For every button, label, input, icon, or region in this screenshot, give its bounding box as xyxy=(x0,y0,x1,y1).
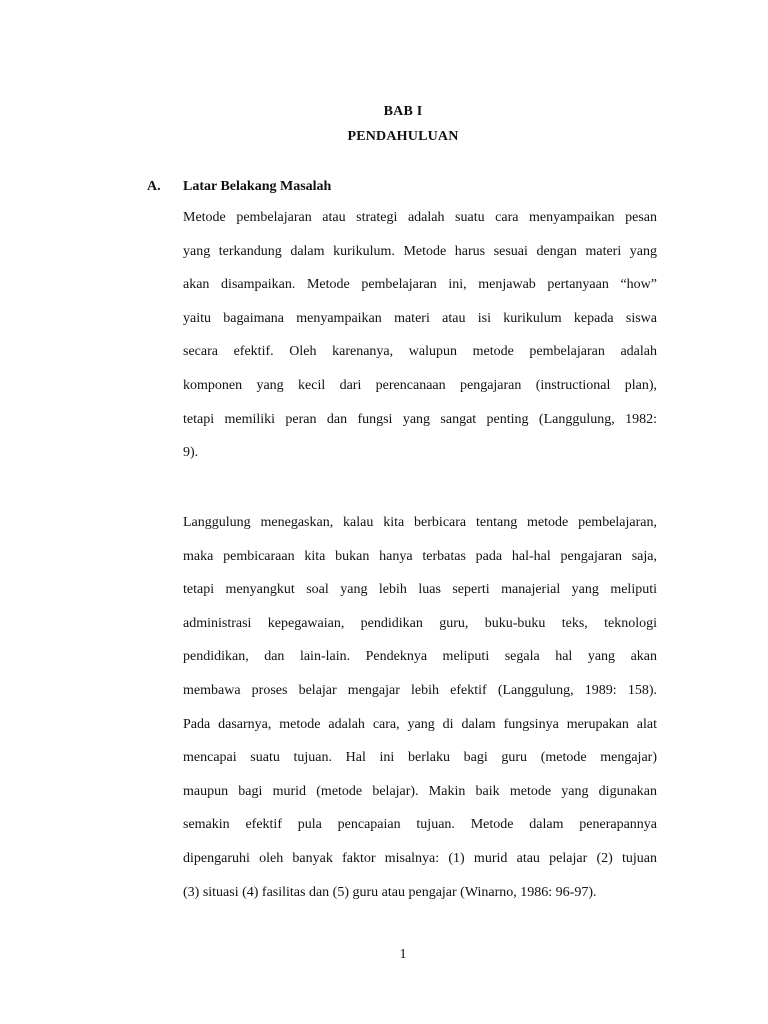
text-line: mencapai suatu tujuan. Hal ini berlaku bagi guru (metode mengajar) xyxy=(183,750,657,766)
text-line: Pada dasarnya, metode adalah cara, yang di dalam fungsinya merupakan alat xyxy=(183,716,657,732)
section-heading xyxy=(147,179,331,195)
text-line: akan disampaikan. Metode pembelajaran ini, menjawab pertanyaan “how” xyxy=(183,277,657,293)
text-line: pendidikan, dan lain-lain. Pendeknya meliputi segala hal yang akan xyxy=(183,649,657,665)
text-line: Metode pembelajaran atau strategi adalah suatu cara menyampaikan pesan xyxy=(183,210,657,225)
text-line: tetapi memiliki peran dan fungsi yang sangat penting (Langgulung, 1982: xyxy=(183,411,657,427)
text-line: semakin efektif pula pencapaian tujuan. Metode dalam penerapannya xyxy=(183,817,657,833)
section-letter: A. xyxy=(147,179,161,194)
text-line: maupun bagi murid (metode belajar). Makin baik metode yang digunakan xyxy=(183,783,657,799)
chapter-title: PENDAHULUAN xyxy=(347,129,459,144)
text-line: membawa proses belajar mengajar lebih efektif (Langgulung, 1989: 158). xyxy=(183,682,657,698)
paragraph-2 xyxy=(183,512,657,915)
text-line: yang terkandung dalam kurikulum. Metode harus sesuai dengan materi yang xyxy=(183,243,657,259)
text-line: maka pembicaraan kita bukan hanya terbatas pada hal-hal pengajaran saja, xyxy=(183,548,657,564)
text-line: tetapi menyangkut soal yang lebih luas seperti manajerial yang meliputi xyxy=(183,582,657,598)
chapter-number: BAB I xyxy=(383,104,423,119)
text-line: yaitu bagaimana menyampaikan materi atau isi kurikulum kepada siswa xyxy=(183,310,657,326)
text-line: secara efektif. Oleh karenanya, walupun metode pembelajaran adalah xyxy=(183,344,657,360)
text-line: komponen yang kecil dari perencanaan pengajaran (instructional plan), xyxy=(183,377,657,393)
section-title: Latar Belakang Masalah xyxy=(183,179,332,194)
paragraph-1 xyxy=(183,207,657,476)
page-number: 1 xyxy=(399,947,407,962)
text-line: 9). xyxy=(183,445,199,461)
text-line: dipengaruhi oleh banyak faktor misalnya: (1) murid atau pelajar (2) tujuan xyxy=(183,850,657,866)
text-line: (3) situasi (4) fasilitas dan (5) guru atau pengajar (Winarno, 1986: 96-97). xyxy=(183,884,597,900)
text-line: administrasi kepegawaian, pendidikan guru, buku-buku teks, teknologi xyxy=(183,615,657,631)
text-line: Langgulung menegaskan, kalau kita berbicara tentang metode pembelajaran, xyxy=(183,515,657,530)
